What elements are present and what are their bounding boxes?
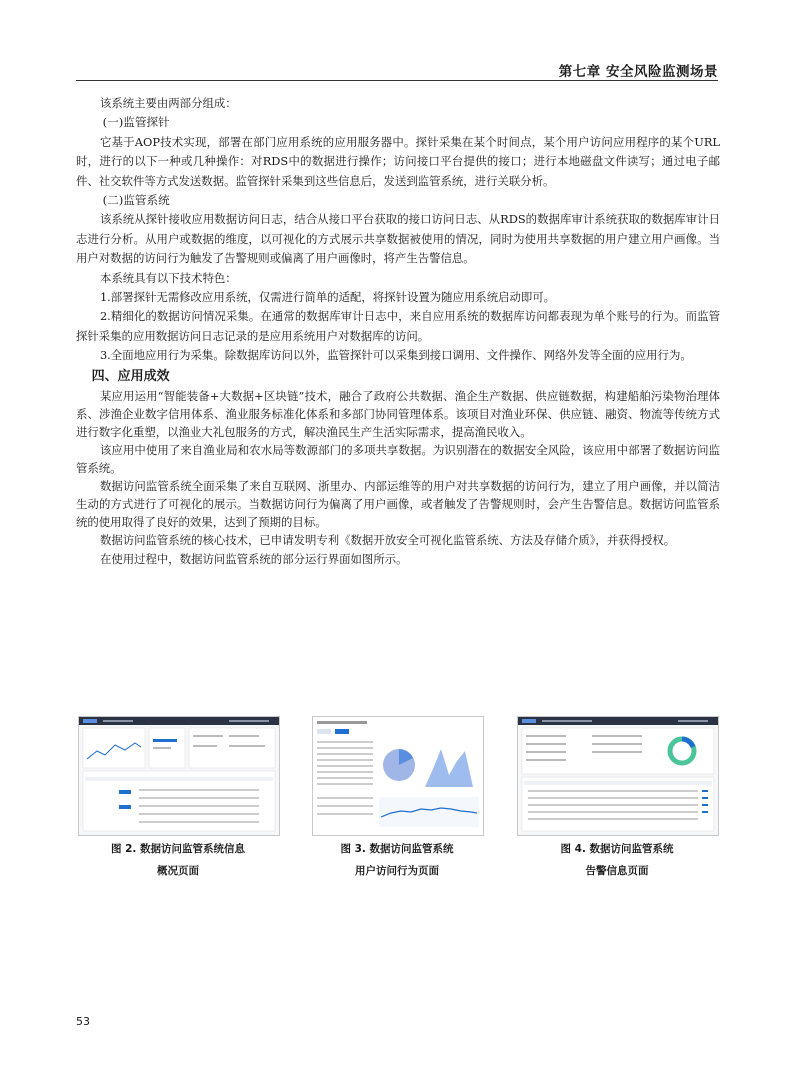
figure-2-caption-line1: 图 2. 数据访问监管系统信息 — [110, 843, 246, 855]
paragraph-results-2: 该应用中使用了来自渔业局和农水局等数源部门的多项共享数据。为识别潜在的数据安全风险，该应用中部署了数据访问监管系统。 — [76, 442, 720, 476]
paragraph-intro: 该系统主要由两部分组成： — [99, 96, 237, 110]
paragraph-results-4: 数据访问监管系统的核心技术，已申请发明专利《数据开放安全可视化监管系统、方法及存储介质》，并获得授权。 — [99, 533, 676, 548]
results-block — [76, 387, 720, 568]
paragraph-results-3: 数据访问监管系统全面采集了来自互联网、浙里办、内部运维等的用户对共享数据的访问行为，建立了用户画像，并以简洁生动的方式进行了可视化的展示。当数据访问行为偏离了用户画像，或者触发了告警规则时，会产生告警信息。数据访问监管系统的使用取得了良好的效果，达到了预期的目标。 — [76, 479, 720, 530]
header-rule — [76, 80, 718, 81]
chapter-title: 第七章 安全风险监测场景 — [558, 64, 718, 80]
paragraph-results-5: 在使用过程中，数据访问监管系统的部分运行界面如图所示。 — [99, 551, 408, 566]
paragraph-system: 该系统从探针接收应用数据访问日志，结合从接口平台获取的接口访问日志、从RDS的数据库审计系统获取的数据库审计日志进行分析。从用户或数据的维度，以可视化的方式展示共享数据被使用的情况，同时为使用共享数据的用户建立用户画像。当用户对数据的访问行为触发了告警规则或偏离了用户画像时，将产生告警信息。 — [76, 212, 720, 266]
user-behavior-illustration — [313, 717, 483, 835]
feature-2: 2.精细化的数据访问情况采集。在通常的数据库审计日志中，来自应用系统的数据库访问都表现为单个账号的行为。而监管探针采集的应用数据访问日志记录的是应用系统用户对数据库的访问。 — [76, 309, 720, 343]
figure-4-caption-line2: 告警信息页面 — [585, 865, 649, 877]
figure-2-screenshot — [78, 716, 280, 836]
figure-4-screenshot — [517, 716, 719, 836]
dashboard-overview-illustration — [79, 717, 279, 835]
figure-4-caption-line1: 图 4. 数据访问监管系统 — [560, 843, 674, 855]
paragraph-probe: 它基于AOP技术实现，部署在部门应用系统的应用服务器中。探针采集在某个时间点，某个用户访问应用程序的某个URL时，进行的以下一种或几种操作：对RDS中的数据进行操作；访问接口平台提供的接口；进行本地磁盘文件读写；通过电子邮件、社交软件等方式发送数据。监管探针采集到这些信息后，发送到监管系统，进行关联分析。 — [76, 134, 720, 188]
figure-3-caption-line1: 图 3. 数据访问监管系统 — [340, 843, 454, 855]
figure-4-caption — [517, 838, 717, 882]
section-title-results: 四、应用成效 — [91, 368, 170, 384]
section-title-probe: (一)监管探针 — [102, 115, 170, 130]
paragraph-results-1: 某应用运用“智能装备+大数据+区块链”技术，融合了政府公共数据、渔企生产数据、供应链数据，构建船舶污染物治理体系、涉渔企业数字信用体系、渔业服务标准化体系和多部门协同管理体系。该项目对渔业环保、供应链、融资、物流等传统方式进行数字化重塑，以渔业大礼包服务的方式，解决渔民生产生活实际需求，提高渔民收入。 — [76, 388, 720, 439]
feature-1: 1.部署探针无需修改应用系统，仅需进行简单的适配，将探针设置为随应用系统启动即可。 — [99, 290, 556, 305]
feature-3: 3.全面地应用行为采集。除数据库访问以外，监管探针可以采集到接口调用、文件操作、网络外发等全面的应用行为。 — [99, 348, 692, 363]
paragraph-features-intro: 本系统具有以下技术特色： — [99, 270, 237, 285]
figure-3-caption-line2: 用户访问行为页面 — [355, 865, 439, 877]
figure-2-caption-line2: 概况页面 — [157, 865, 199, 877]
alert-info-illustration — [518, 717, 718, 835]
page-number: 53 — [76, 1015, 90, 1028]
main-text — [76, 94, 720, 568]
figure-3-caption — [297, 838, 497, 882]
section-title-system: (二)监管系统 — [102, 193, 170, 208]
figure-2-caption — [78, 838, 278, 882]
figure-3-screenshot — [312, 716, 484, 836]
